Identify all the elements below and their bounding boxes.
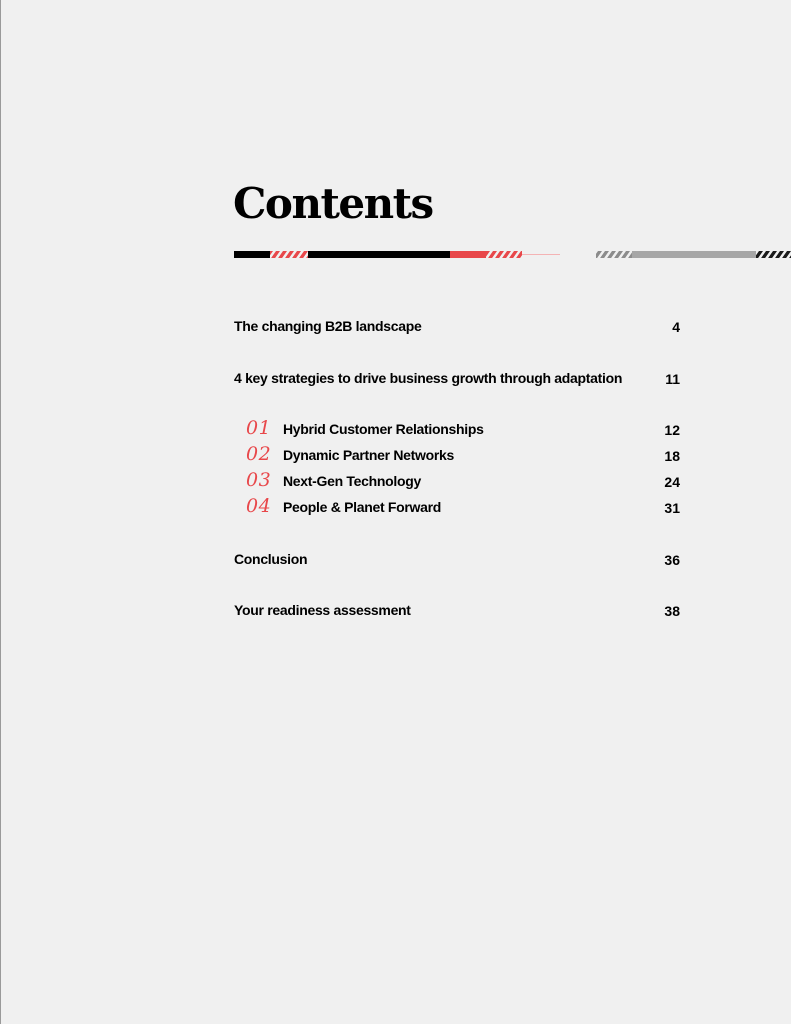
toc-entry-page: 4: [672, 319, 680, 335]
toc-entry-label: Your readiness assessment: [234, 602, 411, 618]
toc-entry-page: 36: [664, 552, 680, 568]
toc-entry-label: The changing B2B landscape: [234, 318, 422, 334]
toc-entry-page: 38: [664, 603, 680, 619]
toc-subentry[interactable]: [234, 419, 680, 439]
toc-subentry[interactable]: [234, 445, 680, 465]
page-edge: [0, 0, 1, 1024]
toc-entry-page: 11: [665, 371, 680, 387]
toc-subentry[interactable]: [234, 497, 680, 517]
toc-entry-label: Conclusion: [234, 551, 308, 567]
toc-subentry[interactable]: [234, 471, 680, 491]
toc-entry-page: 24: [664, 474, 680, 490]
toc-entry-page: 31: [664, 500, 680, 516]
toc-entry-label: Next-Gen Technology: [283, 473, 421, 489]
toc-entry[interactable]: [234, 368, 680, 388]
decorative-divider: [234, 251, 791, 258]
page-title: Contents: [233, 179, 433, 228]
section-number: 01: [246, 417, 272, 439]
section-number: 04: [246, 495, 272, 517]
toc-entry-label: Dynamic Partner Networks: [283, 447, 454, 463]
toc-entry-label: Hybrid Customer Relationships: [283, 421, 484, 437]
toc-entry-page: 12: [664, 422, 680, 438]
section-number: 03: [246, 469, 272, 491]
toc-entry[interactable]: [234, 600, 680, 620]
toc-entry[interactable]: [234, 316, 680, 336]
toc-entry-page: 18: [664, 448, 680, 464]
toc-entry-label: 4 key strategies to drive business growth through adaptation: [234, 370, 623, 386]
section-number: 02: [246, 443, 272, 465]
toc-entry-label: People & Planet Forward: [283, 499, 442, 515]
toc-entry[interactable]: [234, 549, 680, 569]
